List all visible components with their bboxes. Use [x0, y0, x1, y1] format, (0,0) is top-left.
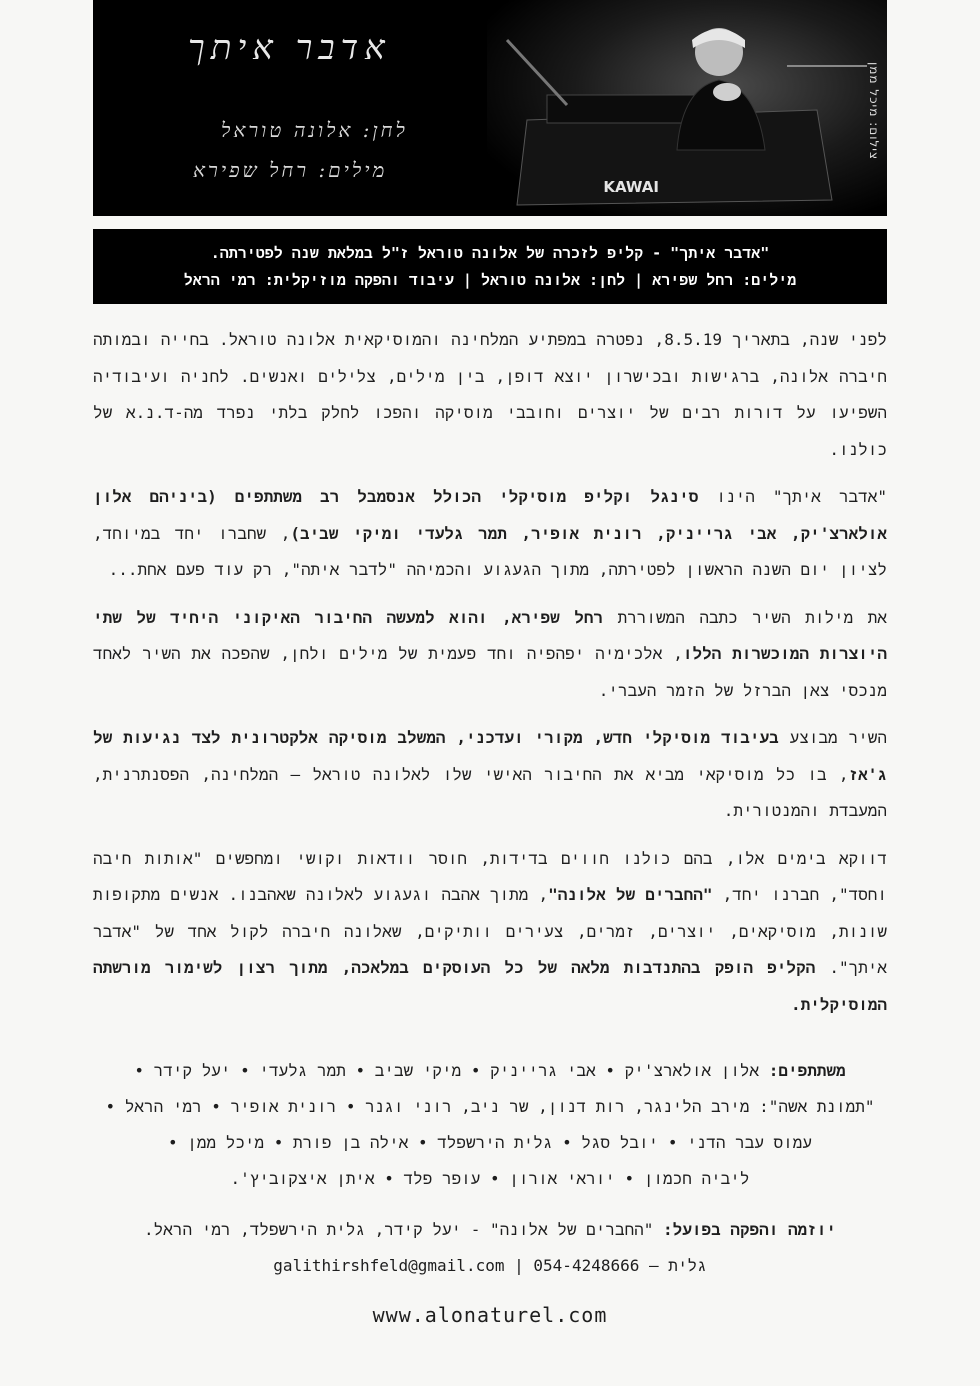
paragraph-3 [93, 600, 887, 710]
initiators-line [93, 1212, 887, 1248]
participants-line-4: ליביה חכמון • יוראי אורון • עופר פלד • איתן איצקוביץ'. [230, 1169, 750, 1188]
initiators-label: יוזמה והפקה בפועל: [663, 1220, 836, 1239]
composer-credit: לחן: אלונה טוראל [221, 118, 408, 142]
paragraph-5-volunteer-note: הקליפ הופק בהתנדבות מלאה של כל העוסקים במלאכה, מתוך רצון לשימור מורשתה המוסיקלית. [93, 958, 887, 1014]
contact-name: גלית – [649, 1256, 707, 1275]
paragraph-5-middle: , מתוך אהבה וגעגוע לאלונה שאהבנו. אנשים מתקופות שונות, מוסיקאים, יוצרים, זמרים, צעירים וותיקים, שאלונה חיברה לקול אחד של "אדבר איתך". [93, 885, 887, 977]
contact-section [93, 1212, 887, 1284]
participants-line-1 [93, 1053, 887, 1089]
paragraph-4-intro: השיר מבוצע [778, 728, 888, 747]
contact-email[interactable]: galithirshfeld@gmail.com [273, 1256, 505, 1275]
piano-illustration [487, 0, 887, 216]
initiators-names: "החברים של אלונה" - יעל קידר, גלית הירשפלד, רמי הראל. [144, 1220, 664, 1239]
participants-line-3: עמוס עבר הדני • יובל סגל • גלית הירשפלד • אילה בן פורת • מיכל ממן • [168, 1133, 812, 1152]
banner-line-1: "אדבר איתך" - קליפ לזכרה של אלונה טוראל ז"ל במלאת שנה לפטירתה. [210, 243, 770, 262]
paragraph-3-rest: , אלכימיה יפהפיה וחד פעמית של מילים ולחן, שהפכה את השיר לאחד מנכסי צאן הברזל של הזמר העברי. [93, 644, 887, 700]
participants-names-1: אלון אולארצ'יק • אבי גרייניק • מיקי שביב • תמר גלעדי • יעל קידר • [134, 1061, 769, 1080]
paragraph-2-rest: , שחברו יחד במיוחד, לציון יום השנה הראשון לפטירתה, מתוך הגעגוע והכמיהה "לדבר איתה", רק עוד פעם אחת... [93, 523, 887, 579]
paragraph-1: לפני שנה, בתאריך 8.5.19, נפטרה במפתיע המלחינה והמוסיקאית אלונה טוראל. בחייה ובמותה חיברה אלונה, ברגישות ובכישרון יוצא דופן, בין מילים, צלילים ואנשים. לחניה ועיבודיה השפיעו על דורות רבים של יוצרים וחובבי מוסיקה והפכו לחלק בלתי נפרד מה-ד.נ.א של כולנו. [93, 330, 887, 459]
hero-banner-image [93, 0, 887, 216]
paragraph-3-intro: את מילות השיר כתבה המשוררת [603, 607, 887, 627]
website-link[interactable]: www.alonaturel.com [372, 1303, 608, 1327]
paragraph-5-intro: דווקא בימים אלו, בהם כולנו חווים בדידות, חוסר וודאות וקושי ומחפשים "אותות חיבה וחסד", חברנו יחד, [93, 848, 887, 904]
contact-line [93, 1248, 887, 1284]
contact-phone[interactable]: 054-4248666 [533, 1256, 640, 1275]
contact-separator: | [514, 1256, 524, 1275]
participants-label: משתתפים: [768, 1061, 846, 1080]
piano-brand-label: KAWAI [603, 178, 659, 196]
photo-credit: צילום: מיכל ממן [867, 62, 881, 161]
article-body [93, 322, 887, 1034]
paragraph-2 [93, 479, 887, 589]
participants-list [93, 1053, 887, 1197]
song-title: אדבר איתך [188, 28, 391, 68]
lyrics-credit: מילים: רחל שפירא [193, 158, 388, 182]
paragraph-2-intro: "אדבר איתך" הינו [698, 487, 887, 506]
paragraph-4 [93, 720, 887, 830]
participants-line-2: "תמונת אשה": מירב הלינגר, רות דנון, שר ניב, רוני וגנר • רונית אופיר • רמי הראל • [105, 1097, 875, 1116]
paragraph-2-highlight: סינגל וקליפ מוסיקלי הכולל אנסמבל רב משתתפים (ביניהם אלון אולארצ'יק, אבי גרייניק, רונית אופיר, תמר גלעדי ומיקי שביב) [93, 487, 887, 543]
paragraph-4-highlight: בעיבוד מוסיקלי חדש, מקורי ועדכני, המשלב מוסיקה אלקטרונית לצד נגיעות של ג'אז [93, 728, 887, 784]
headline-banner [93, 229, 887, 304]
paragraph-3-highlight: רחל שפירא, והוא למעשה החיבור האיקוני היחיד של שתי היוצרות המוכשרות הללו [93, 607, 888, 663]
paragraph-4-rest: , בו כל מוסיקאי מביא את החיבור האישי שלו לאלונה טוראל – המלחינה, הפסנתרנית, המעבדת והמנטורית. [93, 764, 887, 820]
paragraph-5-group-name: "החברים של אלונה" [548, 885, 713, 904]
paragraph-5 [93, 841, 887, 1024]
banner-line-2: מילים: רחל שפירא | לחן: אלונה טוראל | עיבוד והפקה מוזיקלית: רמי הראל [183, 270, 797, 289]
